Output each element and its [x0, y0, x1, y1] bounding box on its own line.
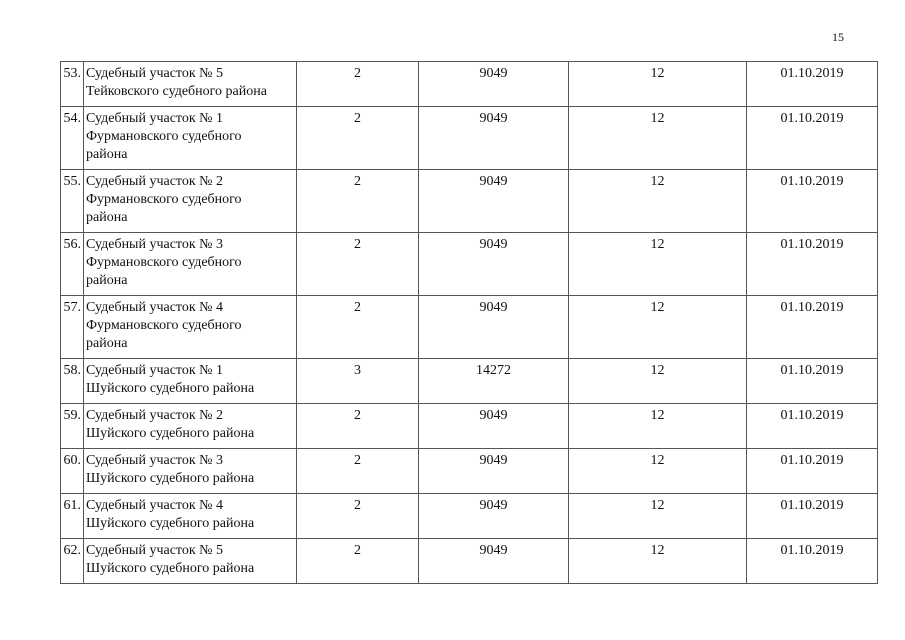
date: 01.10.2019 — [747, 539, 878, 584]
amount: 14272 — [419, 359, 569, 404]
months: 12 — [569, 539, 747, 584]
court-section-name — [84, 62, 297, 107]
name-line: Фурмановского судебного — [86, 255, 242, 270]
table-row — [61, 62, 878, 107]
staff-count: 2 — [297, 233, 419, 296]
date: 01.10.2019 — [747, 494, 878, 539]
table-row — [61, 170, 878, 233]
amount: 9049 — [419, 296, 569, 359]
date: 01.10.2019 — [747, 404, 878, 449]
row-number: 59. — [61, 404, 84, 449]
months: 12 — [569, 449, 747, 494]
court-sections-table — [60, 61, 878, 584]
amount: 9049 — [419, 449, 569, 494]
court-section-name — [84, 404, 297, 449]
court-section-name — [84, 539, 297, 584]
court-section-name — [84, 170, 297, 233]
months: 12 — [569, 494, 747, 539]
name-line: Судебный участок № 4 — [86, 300, 224, 315]
court-section-name — [84, 107, 297, 170]
name-line: района — [86, 147, 128, 162]
name-line: района — [86, 210, 128, 225]
row-number: 54. — [61, 107, 84, 170]
name-line: Шуйского судебного района — [86, 561, 255, 576]
row-number: 60. — [61, 449, 84, 494]
name-line: района — [86, 273, 128, 288]
name-line: Судебный участок № 3 — [86, 237, 224, 252]
page-number: 15 — [832, 30, 844, 44]
amount: 9049 — [419, 494, 569, 539]
staff-count: 2 — [297, 404, 419, 449]
months: 12 — [569, 296, 747, 359]
months: 12 — [569, 170, 747, 233]
court-section-name — [84, 359, 297, 404]
table-row — [61, 233, 878, 296]
staff-count: 2 — [297, 539, 419, 584]
row-number: 58. — [61, 359, 84, 404]
name-line: Судебный участок № 4 — [86, 498, 224, 513]
name-line: Судебный участок № 5 — [86, 543, 224, 558]
name-line: района — [86, 336, 128, 351]
months: 12 — [569, 359, 747, 404]
name-line: Фурмановского судебного — [86, 192, 242, 207]
staff-count: 2 — [297, 449, 419, 494]
name-line: Судебный участок № 5 — [86, 66, 224, 81]
amount: 9049 — [419, 233, 569, 296]
name-line: Судебный участок № 2 — [86, 174, 224, 189]
name-line: Фурмановского судебного — [86, 318, 242, 333]
court-section-name — [84, 296, 297, 359]
row-number: 57. — [61, 296, 84, 359]
months: 12 — [569, 233, 747, 296]
row-number: 55. — [61, 170, 84, 233]
amount: 9049 — [419, 404, 569, 449]
staff-count: 2 — [297, 62, 419, 107]
date: 01.10.2019 — [747, 170, 878, 233]
row-number: 56. — [61, 233, 84, 296]
months: 12 — [569, 404, 747, 449]
amount: 9049 — [419, 62, 569, 107]
court-section-name — [84, 233, 297, 296]
amount: 9049 — [419, 107, 569, 170]
table-row — [61, 449, 878, 494]
name-line: Судебный участок № 2 — [86, 408, 224, 423]
table-row — [61, 296, 878, 359]
name-line: Шуйского судебного района — [86, 516, 255, 531]
date: 01.10.2019 — [747, 107, 878, 170]
amount: 9049 — [419, 539, 569, 584]
name-line: Судебный участок № 3 — [86, 453, 224, 468]
staff-count: 2 — [297, 107, 419, 170]
staff-count: 2 — [297, 296, 419, 359]
row-number: 62. — [61, 539, 84, 584]
name-line: Шуйского судебного района — [86, 471, 255, 486]
row-number: 61. — [61, 494, 84, 539]
name-line: Судебный участок № 1 — [86, 111, 224, 126]
staff-count: 2 — [297, 494, 419, 539]
months: 12 — [569, 62, 747, 107]
court-section-name — [84, 494, 297, 539]
table-row — [61, 494, 878, 539]
table-row — [61, 404, 878, 449]
date: 01.10.2019 — [747, 296, 878, 359]
name-line: Фурмановского судебного — [86, 129, 242, 144]
name-line: Тейковского судебного района — [86, 84, 267, 99]
name-line: Шуйского судебного района — [86, 381, 255, 396]
months: 12 — [569, 107, 747, 170]
date: 01.10.2019 — [747, 233, 878, 296]
date: 01.10.2019 — [747, 359, 878, 404]
table-row — [61, 539, 878, 584]
name-line: Судебный участок № 1 — [86, 363, 224, 378]
table-row — [61, 107, 878, 170]
staff-count: 3 — [297, 359, 419, 404]
amount: 9049 — [419, 170, 569, 233]
date: 01.10.2019 — [747, 62, 878, 107]
name-line: Шуйского судебного района — [86, 426, 255, 441]
table-row — [61, 359, 878, 404]
date: 01.10.2019 — [747, 449, 878, 494]
court-section-name — [84, 449, 297, 494]
staff-count: 2 — [297, 170, 419, 233]
row-number: 53. — [61, 62, 84, 107]
